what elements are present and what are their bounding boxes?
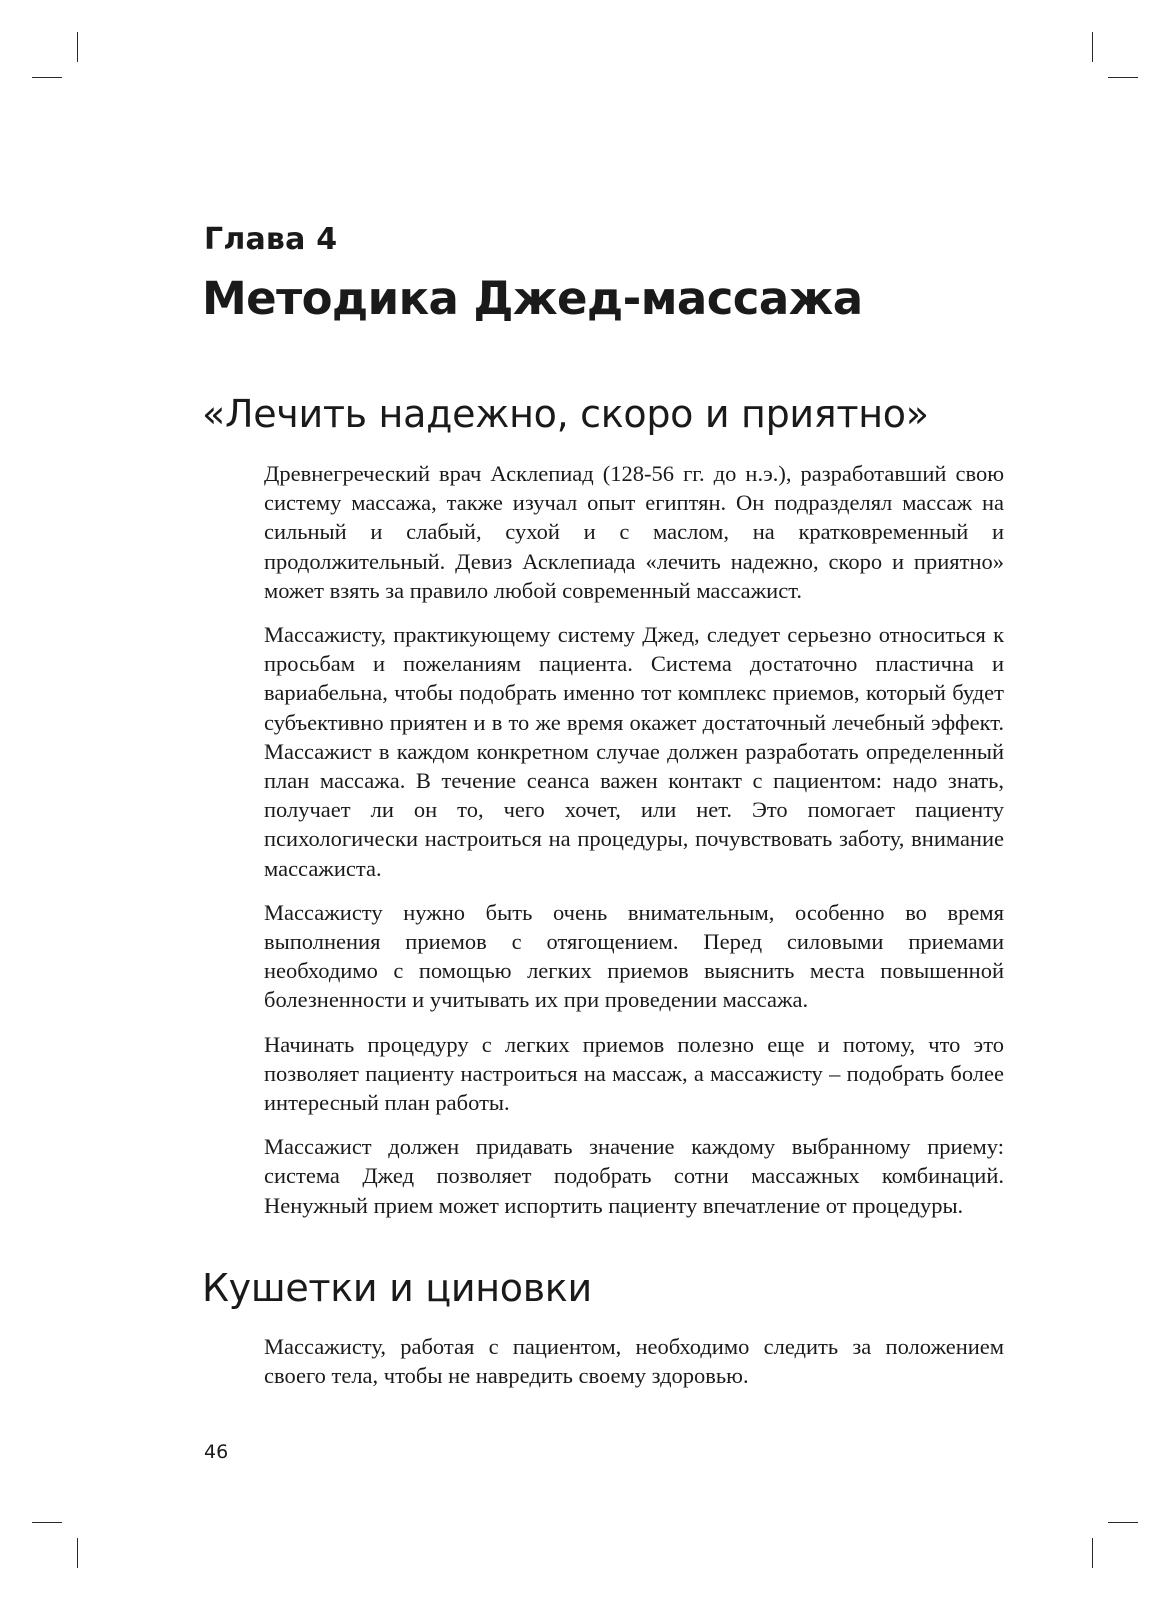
chapter-title: Методика Джед-массажа — [202, 272, 863, 325]
crop-mark-bottom-right-horizontal — [1108, 1522, 1138, 1523]
crop-mark-top-right-vertical — [1092, 32, 1093, 62]
crop-mark-top-left-horizontal — [32, 77, 62, 78]
paragraph: Древнегреческий врач Асклепиад (128-56 гг. до н.э.), разработавший свою систему массажа, также изучал опыт египтян. Он подразделял массаж на сильный и слабый, сухой и с маслом, на кратковременный и продолжительный. Девиз Асклепиада «лечить надежно, скоро и приятно» может взять за правило любой современный массажист. — [264, 461, 1004, 603]
crop-mark-top-right-horizontal — [1108, 77, 1138, 78]
paragraph: Массажисту, работая с пациентом, необходимо следить за положением своего тела, чтобы не навредить своему здоровью. — [264, 1334, 1004, 1389]
paragraph: Массажисту, практикующему систему Джед, следует серьезно относиться к просьбам и пожеланиям пациента. Система достаточно пластична и вариабельна, чтобы подобрать именно тот комплекс приемов, который будет субъективно приятен и в то же время окажет достаточный лечебный эффект. Массажист в каждом конкретном случае должен разработать определенный план массажа. В течение сеанса важен контакт с пациентом: надо знать, получает ли он то, чего хочет, или нет. Это помогает пациенту психологически настроиться на процедуры, почувствовать заботу, внимание массажиста. — [264, 622, 1004, 881]
crop-mark-top-left-vertical — [77, 32, 78, 62]
section-title: Кушетки и циновки — [202, 1266, 592, 1310]
crop-mark-bottom-left-horizontal — [32, 1522, 62, 1523]
paragraph: Массажист должен придавать значение каждому выбранному приему: система Джед позволяет подобрать сотни массажных комбинаций. Ненужный прием может испортить пациенту впечатление от процедуры. — [264, 1134, 1004, 1218]
section-body — [264, 1332, 1004, 1405]
section-body — [264, 459, 1004, 1235]
crop-mark-bottom-left-vertical — [77, 1538, 78, 1568]
paragraph: Начинать процедуру с легких приемов полезно еще и потому, что это позволяет пациенту настроиться на массаж, а массажисту – подобрать более интересный план работы. — [264, 1031, 1004, 1116]
paragraph: Массажисту нужно быть очень внимательным, особенно во время выполнения приемов с отягощением. Перед силовыми приемами необходимо с помощью легких приемов выяснить места повышенной болезненности и учитывать их при проведении массажа. — [264, 899, 1004, 1013]
chapter-label: Глава 4 — [204, 222, 338, 257]
page-number: 46 — [204, 1441, 229, 1463]
crop-mark-bottom-right-vertical — [1092, 1538, 1093, 1568]
section-title: «Лечить надежно, скоро и приятно» — [202, 392, 929, 436]
